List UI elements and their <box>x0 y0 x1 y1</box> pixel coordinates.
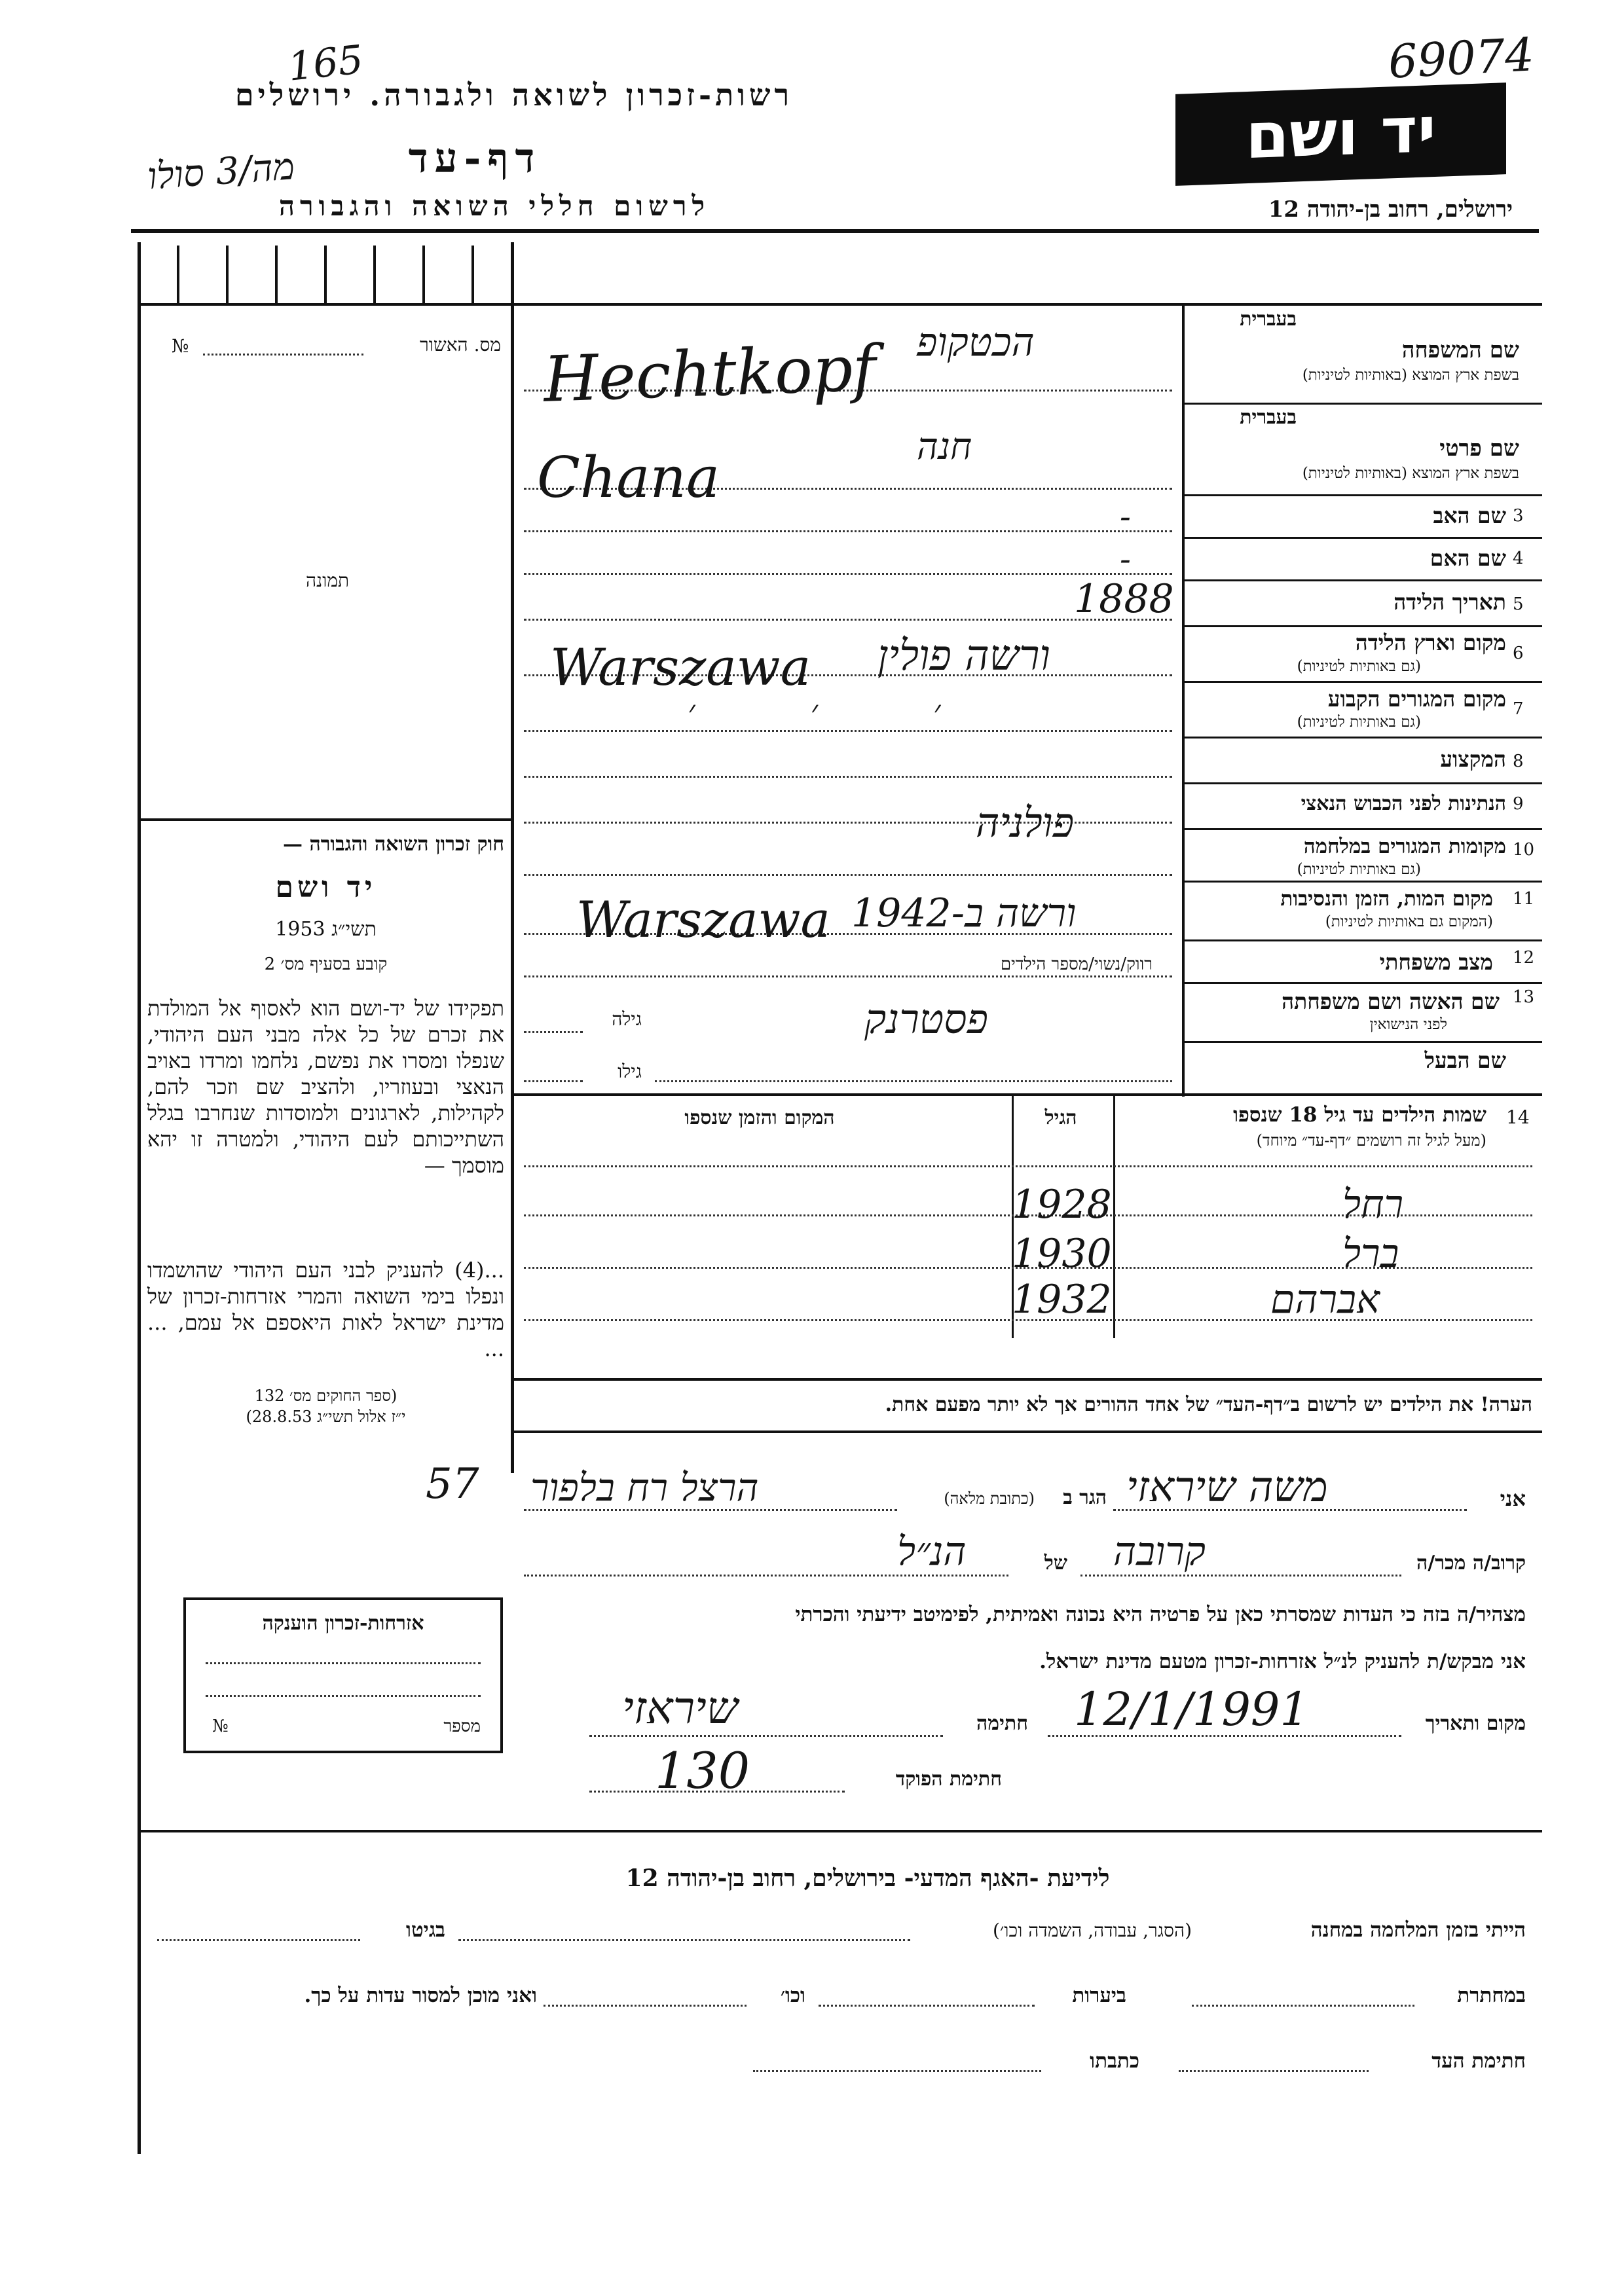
citizenship-box <box>183 1597 503 1753</box>
officer-signature-label: חתימת הפוקד <box>895 1768 1002 1791</box>
row-number: 4 <box>1513 549 1524 568</box>
child-2-year: 1930 <box>1012 1231 1112 1277</box>
citizenship-line-2[interactable] <box>206 1695 481 1697</box>
citizenship-number-label: מספר <box>443 1717 481 1736</box>
footer-top-rule <box>141 1830 1542 1832</box>
death-value: ורשה ב-1942 <box>851 890 1077 936</box>
footer-address-label: כתבתו <box>1090 2049 1139 2073</box>
profession-label: המקצוע <box>1440 746 1506 772</box>
law-year: תשי״ג 1953 <box>275 918 377 941</box>
war-places-label: מקומות המגורים במלחמה <box>1303 835 1506 858</box>
birth-place-label: מקום וארץ הלידה <box>1355 630 1506 655</box>
page-subtitle: לרשום חללי השואה והגבורה <box>278 190 710 222</box>
address: ירושלים, רחוב בן-יהודה 12 <box>1268 196 1513 223</box>
children-top-rule <box>514 1093 1542 1096</box>
footer-underground-field[interactable] <box>1192 2005 1414 2007</box>
value-line[interactable] <box>524 530 1172 532</box>
declaration-of: של <box>1044 1552 1067 1575</box>
relation-of-field[interactable] <box>524 1575 1008 1576</box>
row-number: 6 <box>1513 644 1524 663</box>
citizenship-title: אזרחות-זכרון הוענקה <box>262 1612 424 1635</box>
footer-camp-label: הייתי בזמן המלחמה במחנה <box>1310 1918 1526 1942</box>
officer-signature-value: 130 <box>655 1741 750 1800</box>
child-2-name: ברל <box>1342 1231 1399 1277</box>
footer-title: לידיעת -האגף המדעי- בירושלים, רחוב בן-יהודה 12 <box>625 1865 1110 1892</box>
children-line[interactable] <box>524 1165 1532 1167</box>
mother-value: - <box>1120 540 1131 578</box>
husband-age-field[interactable] <box>524 1080 583 1082</box>
marital-options-label: רווק/נשוי/מספר הילדים <box>1000 955 1153 974</box>
declaration-full-address: (כתובת מלאה) <box>944 1489 1035 1508</box>
first-name-hebrew: חנה <box>917 426 972 468</box>
residence-label: מקום המגורים הקבוע <box>1327 686 1506 712</box>
value-line[interactable] <box>524 776 1172 778</box>
nationality-value: פולניה <box>976 799 1075 847</box>
law-title: חוק זכרון השואה והגבורה — <box>283 833 504 856</box>
husband-name-label: שם הבעל <box>1424 1048 1506 1073</box>
handwritten-number-top: 165 <box>286 37 365 90</box>
child-1-year: 1928 <box>1012 1182 1112 1228</box>
birth-place-latin: Warszawa <box>550 638 811 697</box>
footer-etc-field[interactable] <box>544 2005 747 2007</box>
relation-field[interactable] <box>1080 1575 1401 1576</box>
row-number: 13 <box>1513 987 1535 1007</box>
row-sep <box>1182 537 1542 539</box>
citizenship-number-sign: № <box>212 1717 229 1736</box>
family-name-hebrew: הכטקופ <box>917 319 1035 365</box>
row-sep <box>1182 403 1542 405</box>
note-text: הערה! את הילדים יש לרשום ב״דף-העד״ של אחד ההורים אך לא יותר מפעם אחת. <box>885 1393 1532 1416</box>
header-bottom-rule <box>514 303 1542 306</box>
row-number: 9 <box>1513 794 1524 814</box>
in-hebrew-label-1: בעברית <box>1240 308 1297 331</box>
logo-text: יד ושם <box>1246 92 1436 173</box>
marital-status-label: מצב משפחתי <box>1379 949 1493 975</box>
left-column-divider <box>511 242 514 1473</box>
footer-ready-text: ואני מוכן למסור עדות על כך. <box>304 1984 537 2007</box>
law-text-1: תפקידו של יד-ושם הוא לאסוף אל המולדת את זכרם של כל אלה מבני העם היהודי, שנפלו ומסרו את נפשם, נלחמו ומרדו באויב הנאצי ובעוזריו, ולהציב שם וזכר להם, לקהילות, לארגונים ולמוסדות שנחרבו בגלל השתייכותם לעם היהודי, ולמטרה זו יהא מוסמך — <box>147 996 504 1178</box>
row-sep <box>1182 881 1542 883</box>
citizenship-line-1[interactable] <box>206 1662 481 1664</box>
row-sep <box>1182 494 1542 496</box>
row-number-14: 14 <box>1506 1106 1530 1128</box>
footer-forests-label: ביערות <box>1072 1984 1126 2007</box>
value-line[interactable] <box>524 822 1172 824</box>
footer-underground-label: במחתרת <box>1457 1984 1526 2007</box>
witness-house-number: 57 <box>426 1460 479 1508</box>
witness-address-value: הרצל רח בלפור <box>530 1465 759 1510</box>
row-number: 10 <box>1513 840 1535 860</box>
left-border <box>138 242 141 2154</box>
place-time-column-header: המקום והזמן שנספו <box>684 1106 835 1129</box>
row-sep <box>1182 579 1542 581</box>
husband-age-label: גילו <box>618 1061 642 1082</box>
row-number: 5 <box>1513 594 1524 614</box>
father-value: - <box>1120 498 1131 536</box>
children-title: שמות הילדים עד גיל 18 שנספו <box>1233 1103 1486 1127</box>
declaration-line-2: אני מבקש/ת להעניק לנ״ל אזרחות-זכרון מטעם מדינת ישראל. <box>1039 1650 1526 1673</box>
row-number: 3 <box>1513 506 1524 526</box>
witness-name-value: משה שיראזי <box>1126 1463 1328 1512</box>
first-name-label: שם פרטי <box>1439 435 1519 462</box>
value-line[interactable] <box>524 874 1172 876</box>
footer-camp-field[interactable] <box>458 1939 910 1941</box>
declaration-relative: קרוב/ה מכר/ה <box>1416 1552 1526 1575</box>
spouse-value: פסטרנק <box>864 995 988 1043</box>
footer-address-field[interactable] <box>753 2070 1041 2072</box>
row-sep <box>1182 982 1542 984</box>
footer-forests-field[interactable] <box>819 2005 1035 2007</box>
row-sep <box>1182 939 1542 941</box>
photo-label: תמונה <box>305 570 350 591</box>
page-title: דף-עד <box>408 134 542 182</box>
law-reference: (ספר החוקים מס׳ 132 <box>254 1387 397 1405</box>
row-number: 11 <box>1513 889 1535 909</box>
birth-place-sub: (גם באותיות לטיניות) <box>1297 658 1421 675</box>
handwritten-number-right: 69074 <box>1387 27 1536 89</box>
footer-etc-label: וכו׳ <box>780 1984 805 2007</box>
row-sep <box>1182 782 1542 784</box>
row-sep <box>1182 681 1542 683</box>
wife-name-sub: לפני הנישואין <box>1369 1016 1447 1033</box>
first-name-latin: Chana <box>537 445 720 511</box>
death-place-label: מקום המות, הזמן והנסיבות <box>1280 887 1493 911</box>
husband-name-field[interactable] <box>655 1080 1172 1082</box>
wife-age-field[interactable] <box>524 1031 583 1033</box>
death-place-sub: (המקום גם באותיות לטיניות) <box>1325 913 1493 930</box>
row-number: 8 <box>1513 752 1524 771</box>
row-sep <box>1182 625 1542 627</box>
approval-number-sign: № <box>172 335 189 357</box>
photo-box-bottom <box>141 818 512 821</box>
top-rule <box>131 229 1539 233</box>
family-name-label: שם המשפחה <box>1401 337 1519 363</box>
signature-field[interactable] <box>589 1735 943 1737</box>
labels-divider <box>1182 304 1185 1097</box>
death-latin: Warszawa <box>576 890 830 949</box>
mother-name-label: שם האם <box>1430 545 1506 571</box>
value-line[interactable] <box>524 573 1172 575</box>
handwritten-left-note: מה/3 סולו <box>146 145 297 198</box>
law-date: י״ז אלול תשי״ג 28.8.53) <box>246 1408 406 1426</box>
place-date-label: מקום ותאריך <box>1425 1712 1526 1735</box>
law-text-2: ...(4) להעניק לבני העם היהודי שהושמדו ונפלו בימי השואה והמרי אזרחות-זכרון של מדינת ישראל לאות היאספם אל עמם, ... ... <box>147 1258 504 1361</box>
declaration-residing: הגר ב <box>1063 1486 1107 1509</box>
birth-year-value: 1888 <box>1074 576 1174 622</box>
footer-camp-sub: (הסגר, עבודה, השמדה וכו׳) <box>992 1920 1192 1941</box>
row-sep <box>1182 1041 1542 1043</box>
footer-witness-signature-field[interactable] <box>1179 2070 1369 2072</box>
first-name-sub: בשפת ארץ המוצא (באותיות לטיניות) <box>1302 465 1519 482</box>
child-1-name: רחל <box>1342 1182 1404 1228</box>
code-boxes <box>141 246 514 306</box>
relation-value: קרובה <box>1113 1529 1206 1575</box>
footer-ghetto-field[interactable] <box>157 1939 360 1941</box>
children-age-col-right <box>1113 1096 1115 1338</box>
father-name-label: שם האב <box>1433 503 1506 528</box>
signature-value: שיראזי <box>622 1683 738 1734</box>
child-3-name: אברהם <box>1270 1277 1380 1322</box>
family-name-sub: בשפת ארץ המוצא (באותיות לטיניות) <box>1302 367 1519 384</box>
wife-age-label: גילה <box>612 1008 642 1030</box>
approval-field[interactable] <box>203 354 363 355</box>
signature-label: חתימה <box>976 1712 1028 1735</box>
children-bottom-rule <box>514 1378 1542 1381</box>
row-sep <box>1182 737 1542 738</box>
conditions-label: הנתינות לפני הכבוש הנאצי <box>1301 792 1506 815</box>
family-name-latin: Hechtkopf <box>542 331 877 416</box>
row-number: 7 <box>1513 699 1524 719</box>
footer-ghetto-label: בגיטו <box>406 1918 445 1942</box>
birth-date-label: תאריך הלידה <box>1393 589 1506 615</box>
law-name: יד ושם <box>275 871 377 904</box>
law-clause: קובע בסעיף מס׳ 2 <box>264 955 388 974</box>
note-bottom-rule <box>514 1430 1542 1433</box>
in-hebrew-label-2: בעברית <box>1240 406 1297 429</box>
residence-sub: (גם באותיות לטיניות) <box>1297 714 1421 731</box>
footer-witness-signature-label: חתימת העד <box>1431 2049 1526 2073</box>
declaration-i: אני <box>1500 1486 1526 1511</box>
authority-title: רשות-זכרון לשואה ולגבורה. ירושלים <box>234 77 794 113</box>
child-3-year: 1932 <box>1012 1277 1112 1322</box>
row-sep <box>1182 828 1542 830</box>
relation-of-value: הנ״ל <box>897 1529 967 1575</box>
yad-vashem-logo <box>1175 82 1506 186</box>
wife-name-label: שם האשה ושם משפחתה <box>1282 989 1500 1014</box>
war-places-sub: (גם באותיות לטיניות) <box>1297 861 1421 878</box>
date-value: 12/1/1991 <box>1074 1683 1309 1736</box>
value-line[interactable] <box>524 975 1172 977</box>
row-number: 12 <box>1513 948 1535 968</box>
residence-value: ׳ ׳ ׳ <box>688 693 993 731</box>
approval-label: מס. האשור <box>420 334 501 355</box>
children-sub: (מעל לגיל זה רושמים ״דף-עד״ מיוחד) <box>1256 1131 1486 1150</box>
birth-place-value: ורשה פולין <box>877 632 1050 680</box>
declaration-line-1: מצהיר/ה בזה כי העדות שמסרתי כאן על פרטיה היא נכונה ואמיתית, לפימיטב ידיעתי והכרתי <box>795 1603 1526 1626</box>
age-column-header: הגיל <box>1044 1106 1077 1129</box>
